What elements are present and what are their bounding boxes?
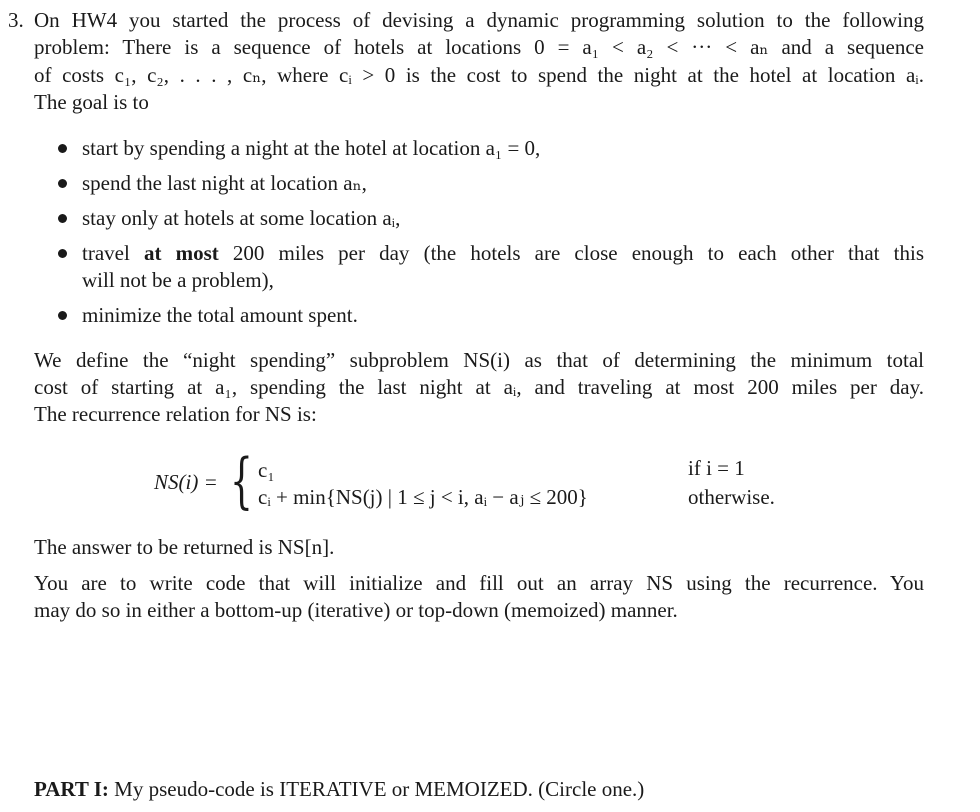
definition-line-2: cost of starting at a₁, spending the last night at aᵢ, and traveling at most 200 miles per day. [34,375,924,399]
case-1-value: c₁ [258,458,275,482]
case-2-value: cᵢ + min{NS(j) | 1 ≤ j < i, aᵢ − aⱼ ≤ 200} [258,485,588,509]
bullet-icon [58,249,67,258]
list-item [58,301,924,329]
list-item-text: minimize the total amount spent. [82,303,358,327]
list-item-text: travel at most 200 miles per day (the hotels are close enough to each other that this [82,241,924,265]
bullet-icon [58,311,67,320]
intro-line-1: On HW4 you started the process of devising a dynamic programming solution to the following [34,8,924,32]
bullet-icon [58,144,67,153]
list-item [58,204,924,232]
intro-line-2: problem: There is a sequence of hotels at locations 0 = a₁ < a₂ < ··· < aₙ and a sequence [34,35,924,59]
part-one-prompt [34,775,924,803]
list-item [58,169,924,197]
recurrence-equation [150,446,830,522]
instruction-line-2: may do so in either a bottom-up (iterative) or top-down (memoized) manner. [34,598,678,622]
bullet-icon [58,214,67,223]
list-item-continuation: will not be a problem), [82,268,274,292]
part-one-text: My pseudo-code is ITERATIVE or MEMOIZED. (Circle one.) [108,777,645,801]
list-item [58,134,924,162]
list-item-text: stay only at hotels at some location aᵢ, [82,206,401,230]
question-number: 3. [8,8,24,32]
definition-line-3: The recurrence relation for NS is: [34,402,317,426]
definition-line-1: We define the “night spending” subproblem NS(i) as that of determining the minimum total [34,348,924,372]
list-item-text: spend the last night at location aₙ, [82,171,367,195]
intro-line-3: of costs c₁, c₂, . . . , cₙ, where cᵢ > 0 is the cost to spend the night at the hotel at location aᵢ. [34,63,924,87]
intro-line-4: The goal is to [34,90,149,114]
list-item [58,239,924,295]
equation-lhs: NS(i) = [154,470,218,494]
list-item-text: start by spending a night at the hotel at location a₁ = 0, [82,136,541,160]
left-brace-icon: { [230,446,253,516]
answer-line: The answer to be returned is NS[n]. [34,535,335,559]
instruction-line-1: You are to write code that will initialize and fill out an array NS using the recurrence. You [34,571,924,595]
case-2-condition: otherwise. [688,485,775,509]
bold-emphasis: at most [143,241,219,265]
bullet-icon [58,179,67,188]
part-one-label: PART I: [34,777,109,801]
case-1-condition: if i = 1 [688,456,745,480]
